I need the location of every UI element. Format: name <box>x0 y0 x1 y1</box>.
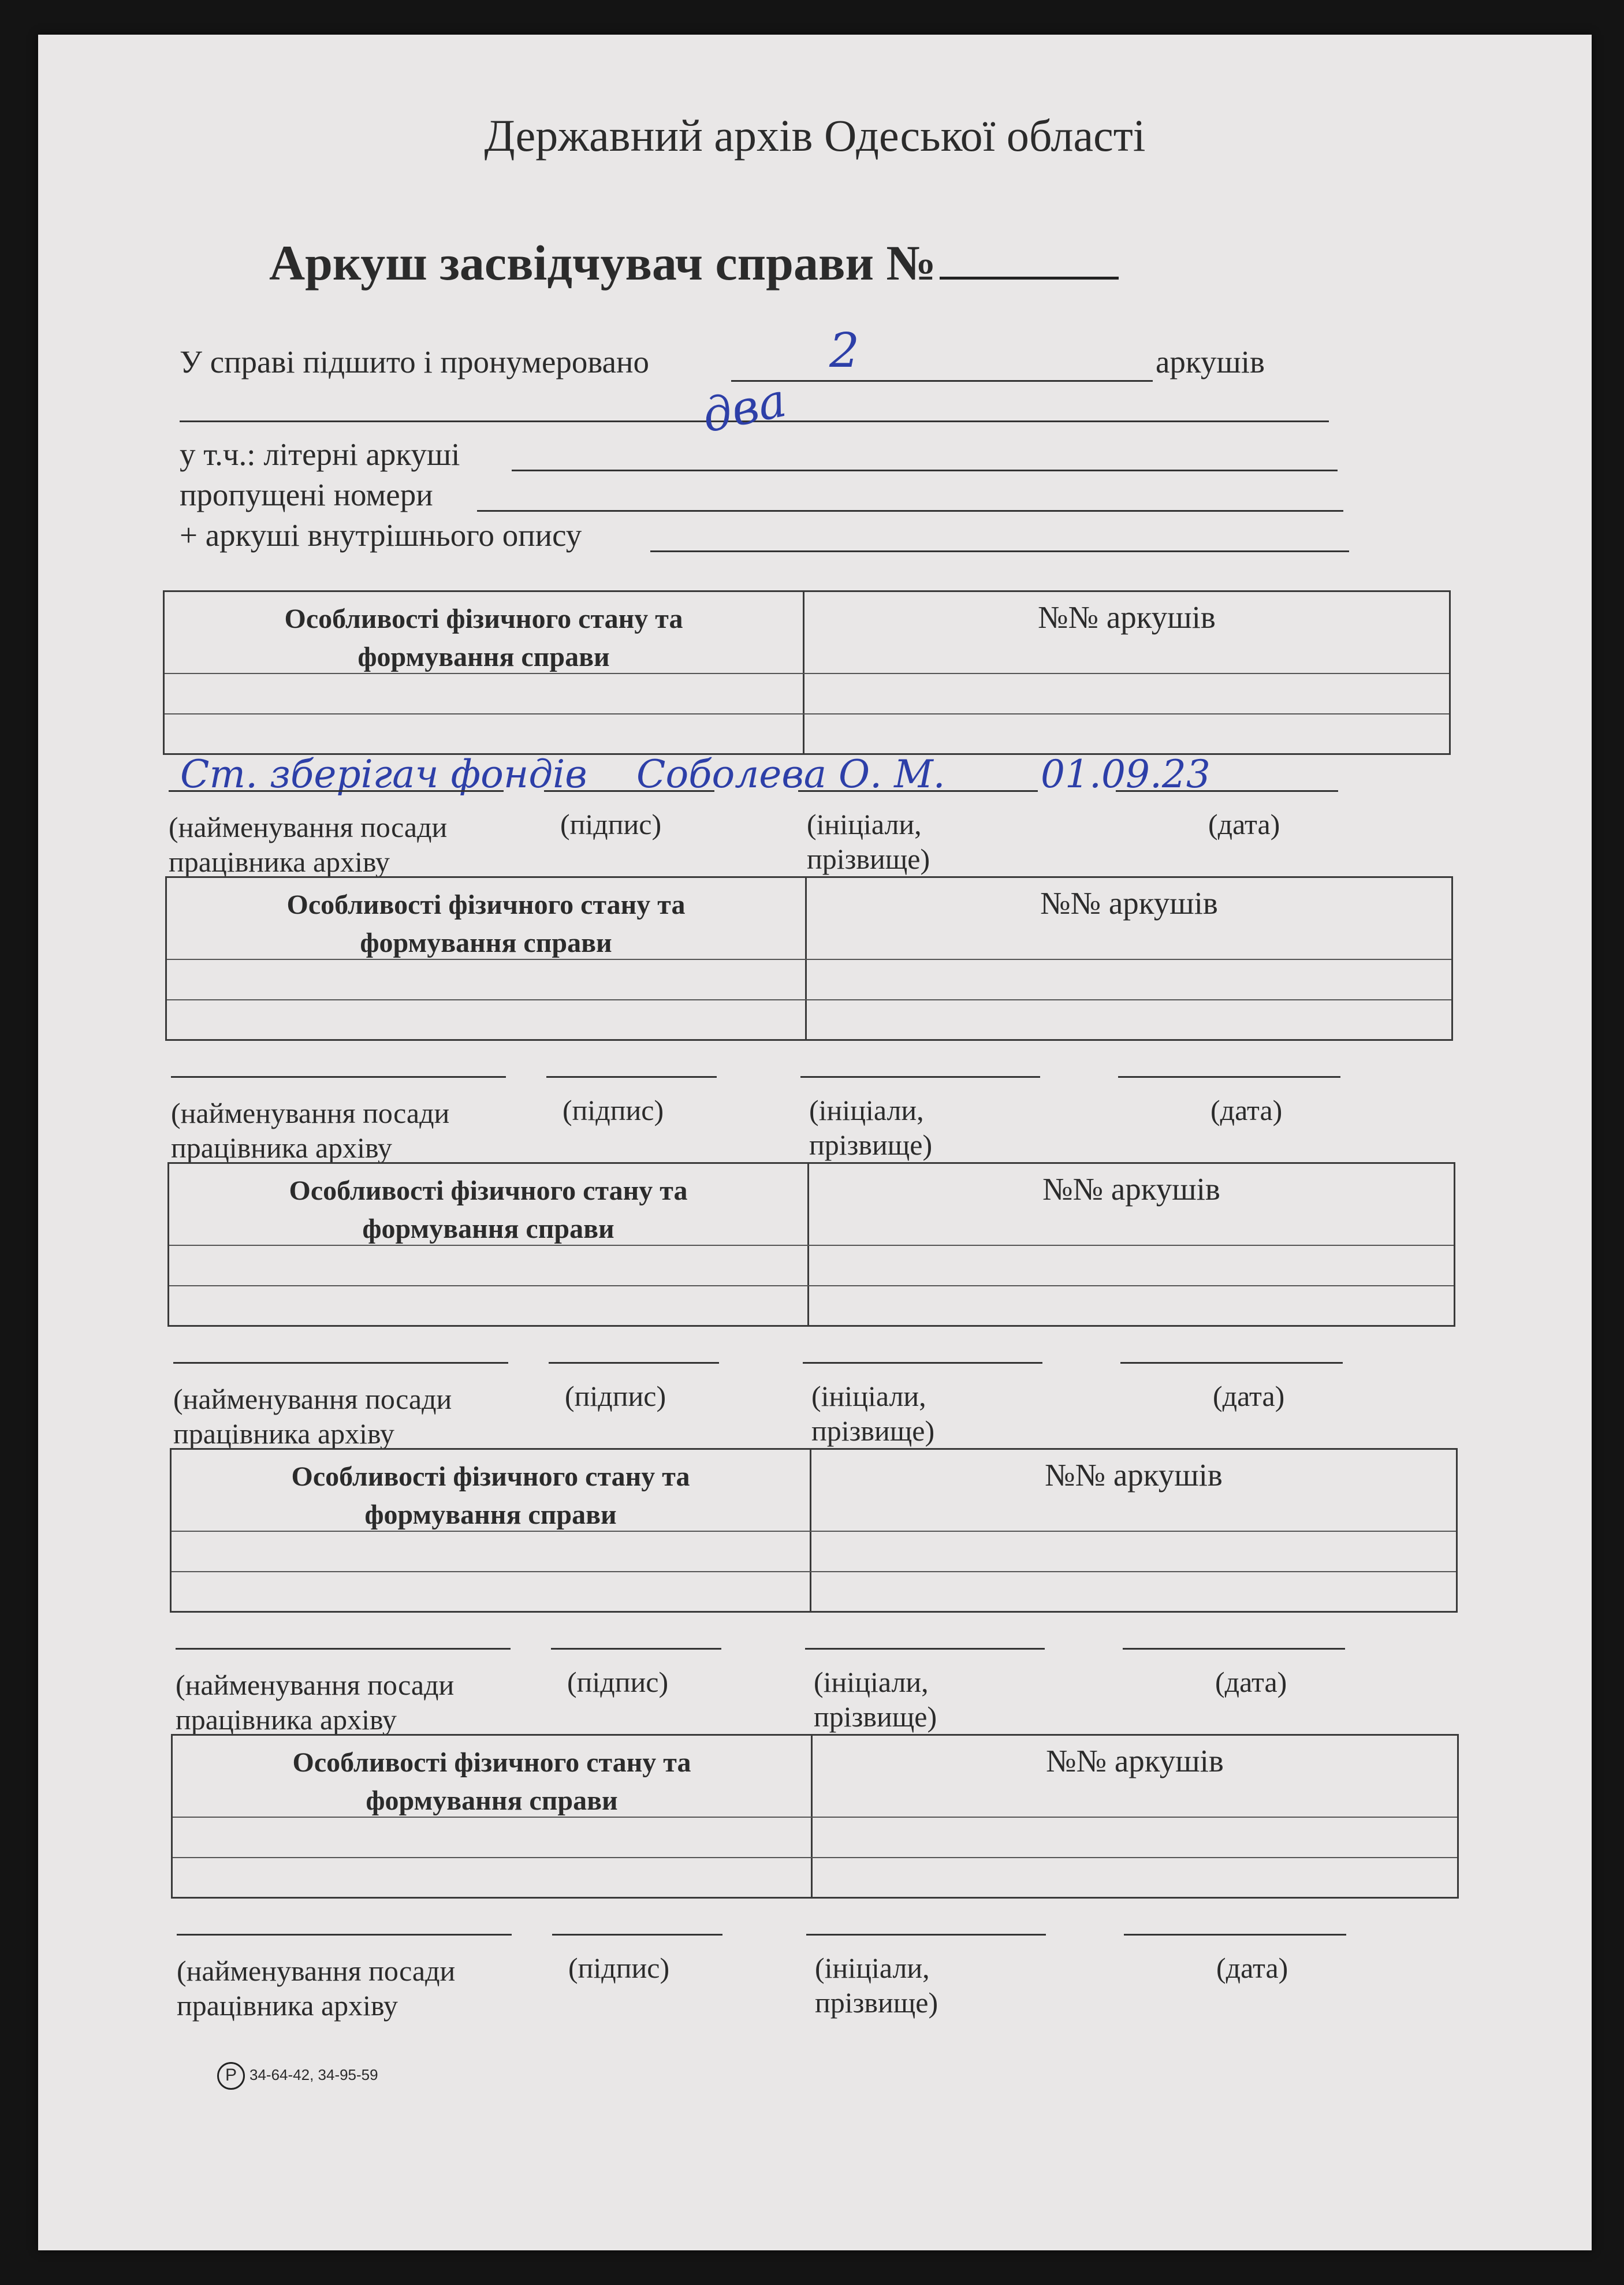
position-line <box>177 1934 512 1936</box>
sewn-count-line <box>731 380 1153 382</box>
name-handwritten: О. М. <box>839 752 945 797</box>
condition-header: Особливості фізичного стану та формування справи <box>289 1175 688 1244</box>
condition-table <box>163 590 1451 755</box>
date-line <box>1124 1934 1346 1936</box>
date-caption: (дата) <box>1208 808 1280 840</box>
inner-inventory-label: + аркуші внутрішнього опису <box>180 518 582 553</box>
sheet-numbers-header: №№ аркушів <box>1038 600 1216 635</box>
position-caption: (найменування посади працівника архіву <box>177 1955 456 2022</box>
date-handwritten: 01.09.23 <box>1041 752 1210 797</box>
skipped-numbers-label: пропущені номери <box>180 477 433 512</box>
initials-caption: (ініціали, прізвище) <box>807 808 930 875</box>
date-line <box>1118 1076 1340 1078</box>
sewn-unit: аркушів <box>1156 344 1265 379</box>
condition-table <box>167 1162 1455 1327</box>
initials-line <box>806 1934 1046 1936</box>
date-caption: (дата) <box>1215 1666 1287 1698</box>
date-caption: (дата) <box>1213 1380 1285 1412</box>
position-caption: (найменування посади працівника архіву <box>173 1383 452 1450</box>
letter-sheets-label: у т.ч.: літерні аркуші <box>180 437 460 472</box>
registered-mark-icon: Р <box>217 2062 245 2090</box>
archive-name: Державний архів Одеської області <box>484 110 1146 161</box>
signature-caption: (підпис) <box>560 808 662 840</box>
position-line <box>169 790 504 792</box>
position-caption: (найменування посади працівника архіву <box>176 1669 455 1736</box>
signature-handwritten: Соболева <box>636 752 827 797</box>
condition-header: Особливості фізичного стану та формування справи <box>286 890 686 958</box>
condition-table <box>170 1448 1458 1613</box>
case-number-blank <box>940 276 1119 280</box>
sheet-numbers-header: №№ аркушів <box>1042 1171 1220 1207</box>
initials-caption: (ініціали, прізвище) <box>811 1380 935 1447</box>
initials-line <box>798 790 1038 792</box>
sheet-numbers-header: №№ аркушів <box>1045 1457 1223 1493</box>
signature-line <box>552 1934 722 1936</box>
signature-line <box>544 790 714 792</box>
signature-caption: (підпис) <box>568 1952 670 1984</box>
date-caption: (дата) <box>1210 1094 1283 1126</box>
initials-line <box>805 1648 1045 1650</box>
signature-caption: (підпис) <box>567 1666 669 1698</box>
signature-line <box>546 1076 717 1078</box>
date-caption: (дата) <box>1216 1952 1288 1984</box>
position-caption: (найменування посади працівника архіву <box>169 811 448 878</box>
sheet-numbers-header: №№ аркушів <box>1046 1743 1224 1778</box>
date-line <box>1120 1362 1343 1364</box>
position-caption: (найменування посади працівника архіву <box>171 1097 450 1164</box>
position-line <box>171 1076 506 1078</box>
letter-sheets-line <box>512 470 1338 471</box>
date-line <box>1116 790 1338 792</box>
initials-line <box>803 1362 1042 1364</box>
sewn-label: У справі підшито і пронумеровано <box>180 344 649 379</box>
sheet-numbers-header: №№ аркушів <box>1040 885 1218 921</box>
signature-line <box>549 1362 719 1364</box>
skipped-numbers-line <box>477 510 1343 512</box>
condition-table <box>165 876 1453 1041</box>
signature-line <box>551 1648 721 1650</box>
position-line <box>176 1648 511 1650</box>
initials-caption: (ініціали, прізвище) <box>809 1094 933 1161</box>
sheet-title <box>269 234 1119 292</box>
condition-header: Особливості фізичного стану та формування справи <box>284 604 683 672</box>
printer-contact <box>217 2062 378 2090</box>
initials-caption: (ініціали, прізвище) <box>814 1666 937 1733</box>
condition-table <box>171 1734 1459 1899</box>
certification-sheet-page <box>38 35 1592 2250</box>
position-handwritten: Ст. зберігач фондів <box>180 752 587 797</box>
initials-line <box>800 1076 1040 1078</box>
sheet-title-text: Аркуш засвідчувач справи № <box>269 235 936 291</box>
initials-caption: (ініціали, прізвище) <box>815 1952 938 2019</box>
sewn-count-handwritten: 2 <box>829 323 860 378</box>
condition-header: Особливості фізичного стану та формування справи <box>291 1461 690 1530</box>
printer-phones: 34-64-42, 34-95-59 <box>249 2066 378 2083</box>
date-line <box>1123 1648 1345 1650</box>
sewn-words-handwritten: два <box>697 373 791 444</box>
signature-caption: (підпис) <box>563 1094 664 1126</box>
inner-inventory-line <box>650 550 1349 552</box>
condition-header: Особливості фізичного стану та формування справи <box>292 1747 691 1816</box>
position-line <box>173 1362 508 1364</box>
signature-caption: (підпис) <box>565 1380 666 1412</box>
